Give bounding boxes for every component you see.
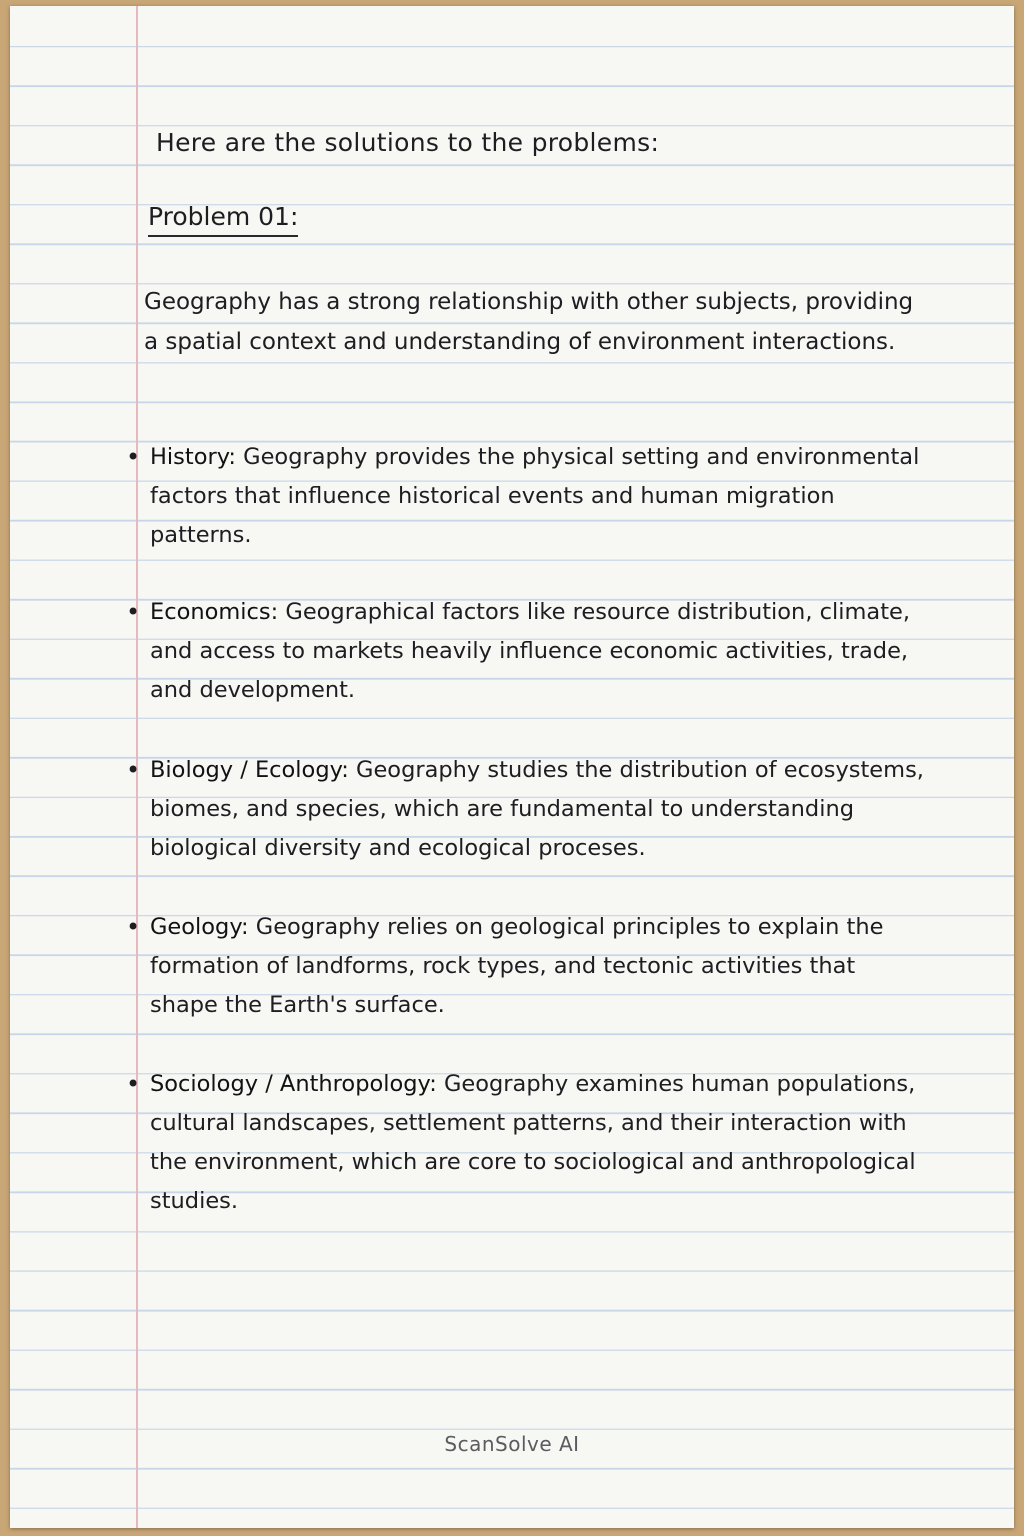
- bullet-body: Geography provides the physical setting and environmental factors that influence historical events and human migration patterns.: [150, 444, 920, 548]
- bullet-text: [150, 908, 930, 1025]
- bullet-body: Geography relies on geological principles to explain the formation of landforms, rock types, and tectonic activities that shape the Earth's surface.: [150, 914, 884, 1018]
- bullet-body: Geographical factors like resource distribution, climate, and access to markets heavily influence economic activities, trade, and development.: [150, 599, 911, 703]
- bullet-term: Biology / Ecology:: [150, 757, 349, 783]
- bullet-term: Geology:: [150, 914, 249, 940]
- bullet-body: Geography examines human populations, cultural landscapes, settlement patterns, and their interaction with the environment, which are core to sociological and anthropological studies.: [150, 1071, 916, 1214]
- bullet-text: [150, 593, 930, 710]
- overview-paragraph: Geography has a strong relationship with other subjects, providing a spatial context and understanding of environment interactions.: [144, 289, 914, 355]
- problem-heading: Problem 01:: [148, 202, 298, 237]
- bullet-dot: •: [126, 1070, 141, 1098]
- bullet-dot: •: [126, 913, 141, 941]
- intro-line: Here are the solutions to the problems:: [156, 128, 660, 157]
- bullet-text: [150, 1065, 930, 1221]
- lined-paper-sheet: [10, 6, 1014, 1528]
- bullet-dot: •: [126, 756, 141, 784]
- bullet-text: [150, 438, 930, 555]
- bullet-term: Sociology / Anthropology:: [150, 1071, 437, 1097]
- bullet-dot: •: [126, 598, 141, 626]
- bullet-body: Geography studies the distribution of ecosystems, biomes, and species, which are fundamental to understanding biological diversity and ecological proceses.: [150, 757, 924, 861]
- handwritten-solution: [10, 6, 1014, 1528]
- bullet-dot: •: [126, 443, 141, 471]
- watermark-footer: ScanSolve AI: [444, 1432, 580, 1456]
- bullet-term: History:: [150, 444, 236, 470]
- bullet-term: Economics:: [150, 599, 279, 625]
- bullet-text: [150, 751, 930, 868]
